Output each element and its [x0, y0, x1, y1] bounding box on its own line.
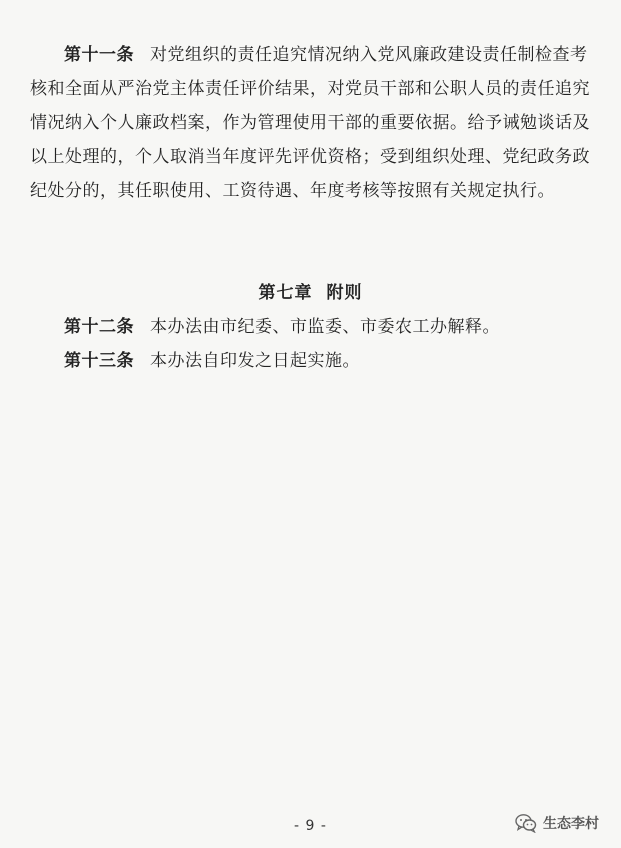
- watermark: [515, 810, 599, 836]
- chapter-title: 附则: [326, 283, 363, 303]
- watermark-text: 生态李村: [543, 816, 599, 832]
- article-13-text: 本办法自印发之日起实施。: [150, 351, 360, 371]
- article-12-paragraph: [64, 310, 500, 344]
- article-13-paragraph: [64, 344, 360, 378]
- page-number: - 9 -: [294, 818, 327, 834]
- chapter-heading: [0, 276, 621, 310]
- article-12-label: 第十二条: [64, 317, 134, 337]
- chapter-number: 第七章: [258, 283, 313, 303]
- article-12-text: 本办法由市纪委、市监委、市委农工办解释。: [150, 317, 500, 337]
- article-11-text: 对党组织的责任追究情况纳入党风廉政建设责任制检查考核和全面从严治党主体责任评价结果，对党员干部和公职人员的责任追究情况纳入个人廉政档案，作为管理使用干部的重要依据。给予诫勉谈话及以上处理的，个人取消当年度评先评优资格；受到组织处理、党纪政务政纪处分的，其任职使用、工资待遇、年度考核等按照有关规定执行。: [30, 45, 590, 201]
- article-11-paragraph: [30, 38, 590, 208]
- article-13-label: 第十三条: [64, 351, 134, 371]
- article-11-label: 第十一条: [64, 45, 134, 65]
- wechat-icon: [515, 813, 537, 833]
